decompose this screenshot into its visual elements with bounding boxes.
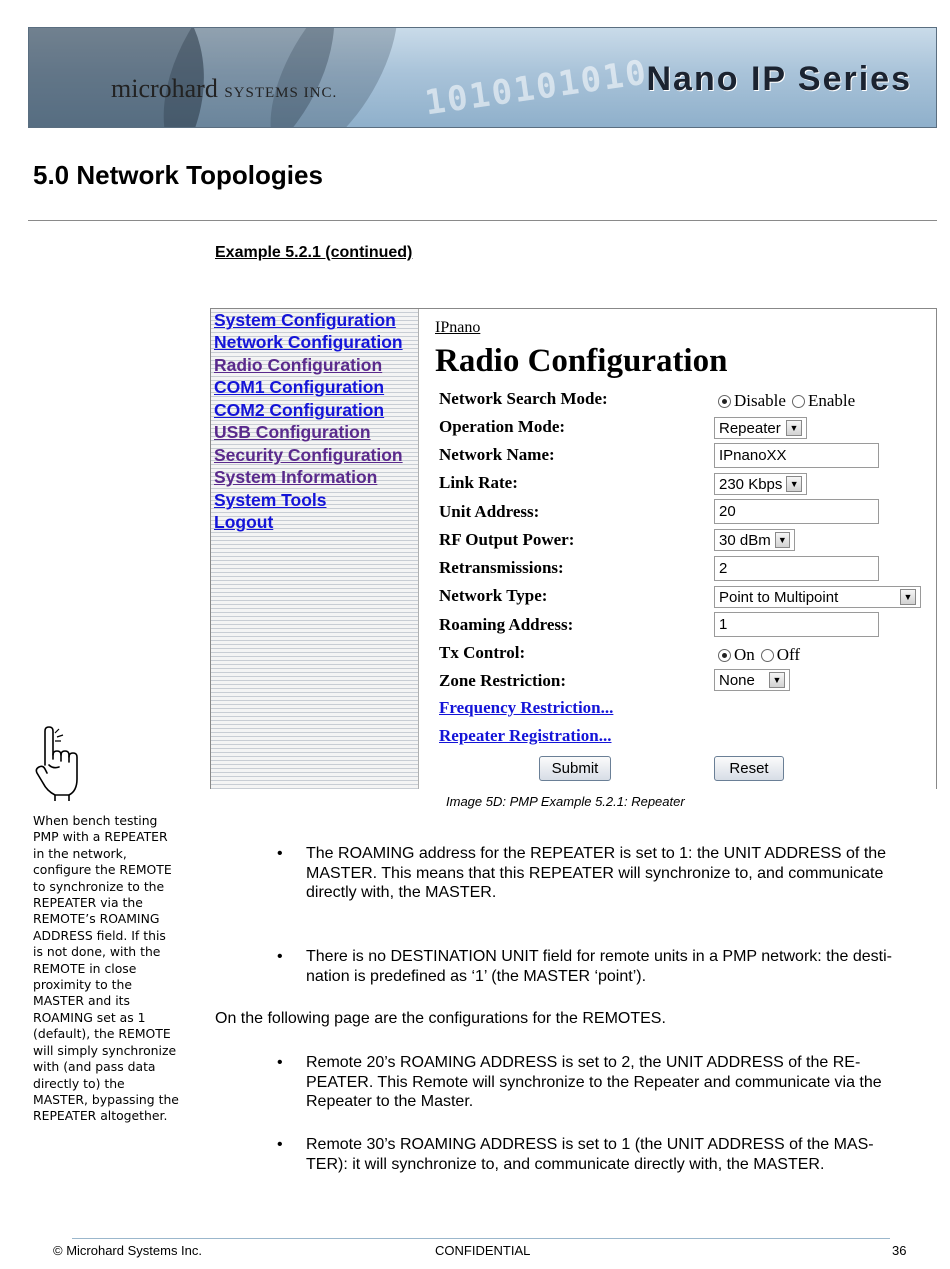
link-rate-select[interactable]: 230 Kbps ▼ — [714, 473, 807, 495]
side-note-line: proximity to the — [33, 977, 133, 993]
label-retransmissions: Retransmissions: — [439, 558, 564, 577]
config-panel — [435, 309, 935, 789]
radio-enable[interactable] — [792, 395, 805, 408]
sidebar-nav — [211, 309, 419, 789]
side-note-line: PMP with a REPEATER — [33, 829, 168, 845]
label-unit-address: Unit Address: — [439, 502, 540, 521]
crumb: IPnano — [435, 319, 481, 336]
example-heading: Example 5.2.1 (continued) — [215, 244, 413, 261]
label-operation-mode: Operation Mode: — [439, 417, 566, 436]
label-roaming-address: Roaming Address: — [439, 615, 574, 634]
config-screenshot — [210, 308, 937, 789]
repeater-registration-link[interactable]: Repeater Registration... — [439, 726, 612, 745]
label-network-name: Network Name: — [439, 445, 555, 464]
side-note — [33, 813, 198, 1125]
chevron-down-icon: ▼ — [786, 476, 802, 492]
side-note-line: MASTER and its — [33, 993, 130, 1009]
bullet-marker: • — [277, 1054, 283, 1071]
radio-off[interactable] — [761, 649, 774, 662]
brand-logo: microhard SYSTEMS INC. — [111, 74, 338, 103]
side-note-line: will simply synchronize — [33, 1042, 177, 1058]
retransmissions-input[interactable]: 2 — [714, 556, 879, 581]
radio-disable[interactable] — [718, 395, 731, 408]
side-note-line: When bench testing — [33, 813, 158, 828]
banner-binary: 1010101010 — [422, 52, 651, 124]
page-number: 36 — [892, 1243, 907, 1258]
side-note-line: REPEATER altogether. — [33, 1108, 168, 1124]
tx-control-radios: On Off — [718, 645, 806, 665]
unit-address-input[interactable]: 20 — [714, 499, 879, 524]
header-banner — [28, 27, 937, 128]
side-note-line: in the network, — [33, 845, 127, 861]
bullet-text: Remote 30’s ROAMING ADDRESS is set to 1 (the UNIT ADDRESS of the MAS- TER): it will synchronize to, and communicate directly with, the MASTER. — [306, 1136, 874, 1173]
label-tx-control: Tx Control: — [439, 643, 526, 662]
pointing-hand-icon — [33, 725, 95, 801]
bullet-marker: • — [277, 845, 283, 862]
bullet-text: The ROAMING address for the REPEATER is set to 1: the UNIT ADDRESS of the MASTER. This means that this REPEATER will synchronize to, and communicate directly with, the MASTER. — [306, 845, 887, 901]
bullet-marker: • — [277, 948, 283, 965]
nav-link[interactable]: System Tools — [214, 490, 327, 510]
bullet-text: Remote 20’s ROAMING ADDRESS is set to 2, the UNIT ADDRESS of the RE- PEATER. This Remote will synchronize to the Repeater and communicate via the Repeater to the Master. — [306, 1054, 882, 1110]
side-note-line: REMOTE in close — [33, 960, 137, 976]
rf-output-power-select[interactable]: 30 dBm ▼ — [714, 529, 795, 551]
chevron-down-icon: ▼ — [900, 589, 916, 605]
side-note-line: directly to) the — [33, 1075, 125, 1091]
operation-mode-select[interactable]: Repeater ▼ — [714, 417, 807, 439]
nav-link[interactable]: COM1 Configuration — [214, 377, 385, 397]
bullet-text: There is no DESTINATION UNIT field for remote units in a PMP network: the desti- nation is predefined as ‘1’ (the MASTER ‘point’). — [306, 948, 892, 985]
side-note-line: to synchronize to the — [33, 878, 165, 894]
divider — [28, 220, 937, 221]
chevron-down-icon: ▼ — [775, 532, 790, 548]
footer-confidential: CONFIDENTIAL — [435, 1243, 531, 1258]
network-name-input[interactable]: IPnanoXX — [714, 443, 879, 468]
chevron-down-icon: ▼ — [786, 420, 802, 436]
side-note-line: (default), the REMOTE — [33, 1026, 171, 1042]
nav-link[interactable]: System Configuration — [214, 310, 396, 330]
side-note-line: ROAMING set as 1 — [33, 1009, 146, 1025]
label-zone-restriction: Zone Restriction: — [439, 671, 567, 690]
reset-button[interactable]: Reset — [714, 756, 784, 781]
nav-link[interactable]: USB Configuration — [214, 422, 371, 442]
side-note-line: REMOTE’s ROAMING — [33, 911, 160, 927]
side-note-line: configure the REMOTE — [33, 862, 172, 878]
nav-link[interactable]: Radio Configuration — [214, 355, 383, 375]
side-note-line: MASTER, bypassing the — [33, 1091, 179, 1107]
side-note-line: ADDRESS field. If this — [33, 927, 166, 943]
nav-link[interactable]: System Information — [214, 467, 378, 487]
image-caption: Image 5D: PMP Example 5.2.1: Repeater — [446, 794, 685, 809]
panel-title: Radio Configuration — [435, 343, 728, 379]
network-type-select[interactable]: Point to Multipoint ▼ — [714, 586, 921, 608]
nav-link[interactable]: Logout — [214, 512, 274, 532]
nav-link[interactable]: Security Configuration — [214, 445, 403, 465]
label-network-search-mode: Network Search Mode: — [439, 389, 608, 408]
zone-restriction-select[interactable]: None ▼ — [714, 669, 790, 691]
label-link-rate: Link Rate: — [439, 473, 518, 492]
nav-link[interactable]: COM2 Configuration — [214, 400, 385, 420]
side-note-line: is not done, with the — [33, 944, 161, 960]
footer-copyright: © Microhard Systems Inc. — [53, 1243, 203, 1258]
roaming-address-input[interactable]: 1 — [714, 612, 879, 637]
frequency-restriction-link[interactable]: Frequency Restriction... — [439, 698, 614, 717]
section-title: 5.0 Network Topologies — [33, 160, 323, 190]
network-search-mode-radios: Disable Enable — [718, 391, 861, 411]
chevron-down-icon: ▼ — [769, 672, 785, 688]
side-note-line: REPEATER via the — [33, 895, 143, 911]
footer-divider — [72, 1238, 890, 1239]
paragraph: On the following page are the configurations for the REMOTES. — [215, 1010, 666, 1027]
series-title: Nano IP Series — [646, 60, 912, 98]
label-network-type: Network Type: — [439, 586, 548, 605]
nav-link[interactable]: Network Configuration — [214, 332, 403, 352]
radio-on[interactable] — [718, 649, 731, 662]
label-rf-output-power: RF Output Power: — [439, 530, 575, 549]
side-note-line: with (and pass data — [33, 1059, 156, 1075]
submit-button[interactable]: Submit — [539, 756, 611, 781]
bullet-marker: • — [277, 1136, 283, 1153]
